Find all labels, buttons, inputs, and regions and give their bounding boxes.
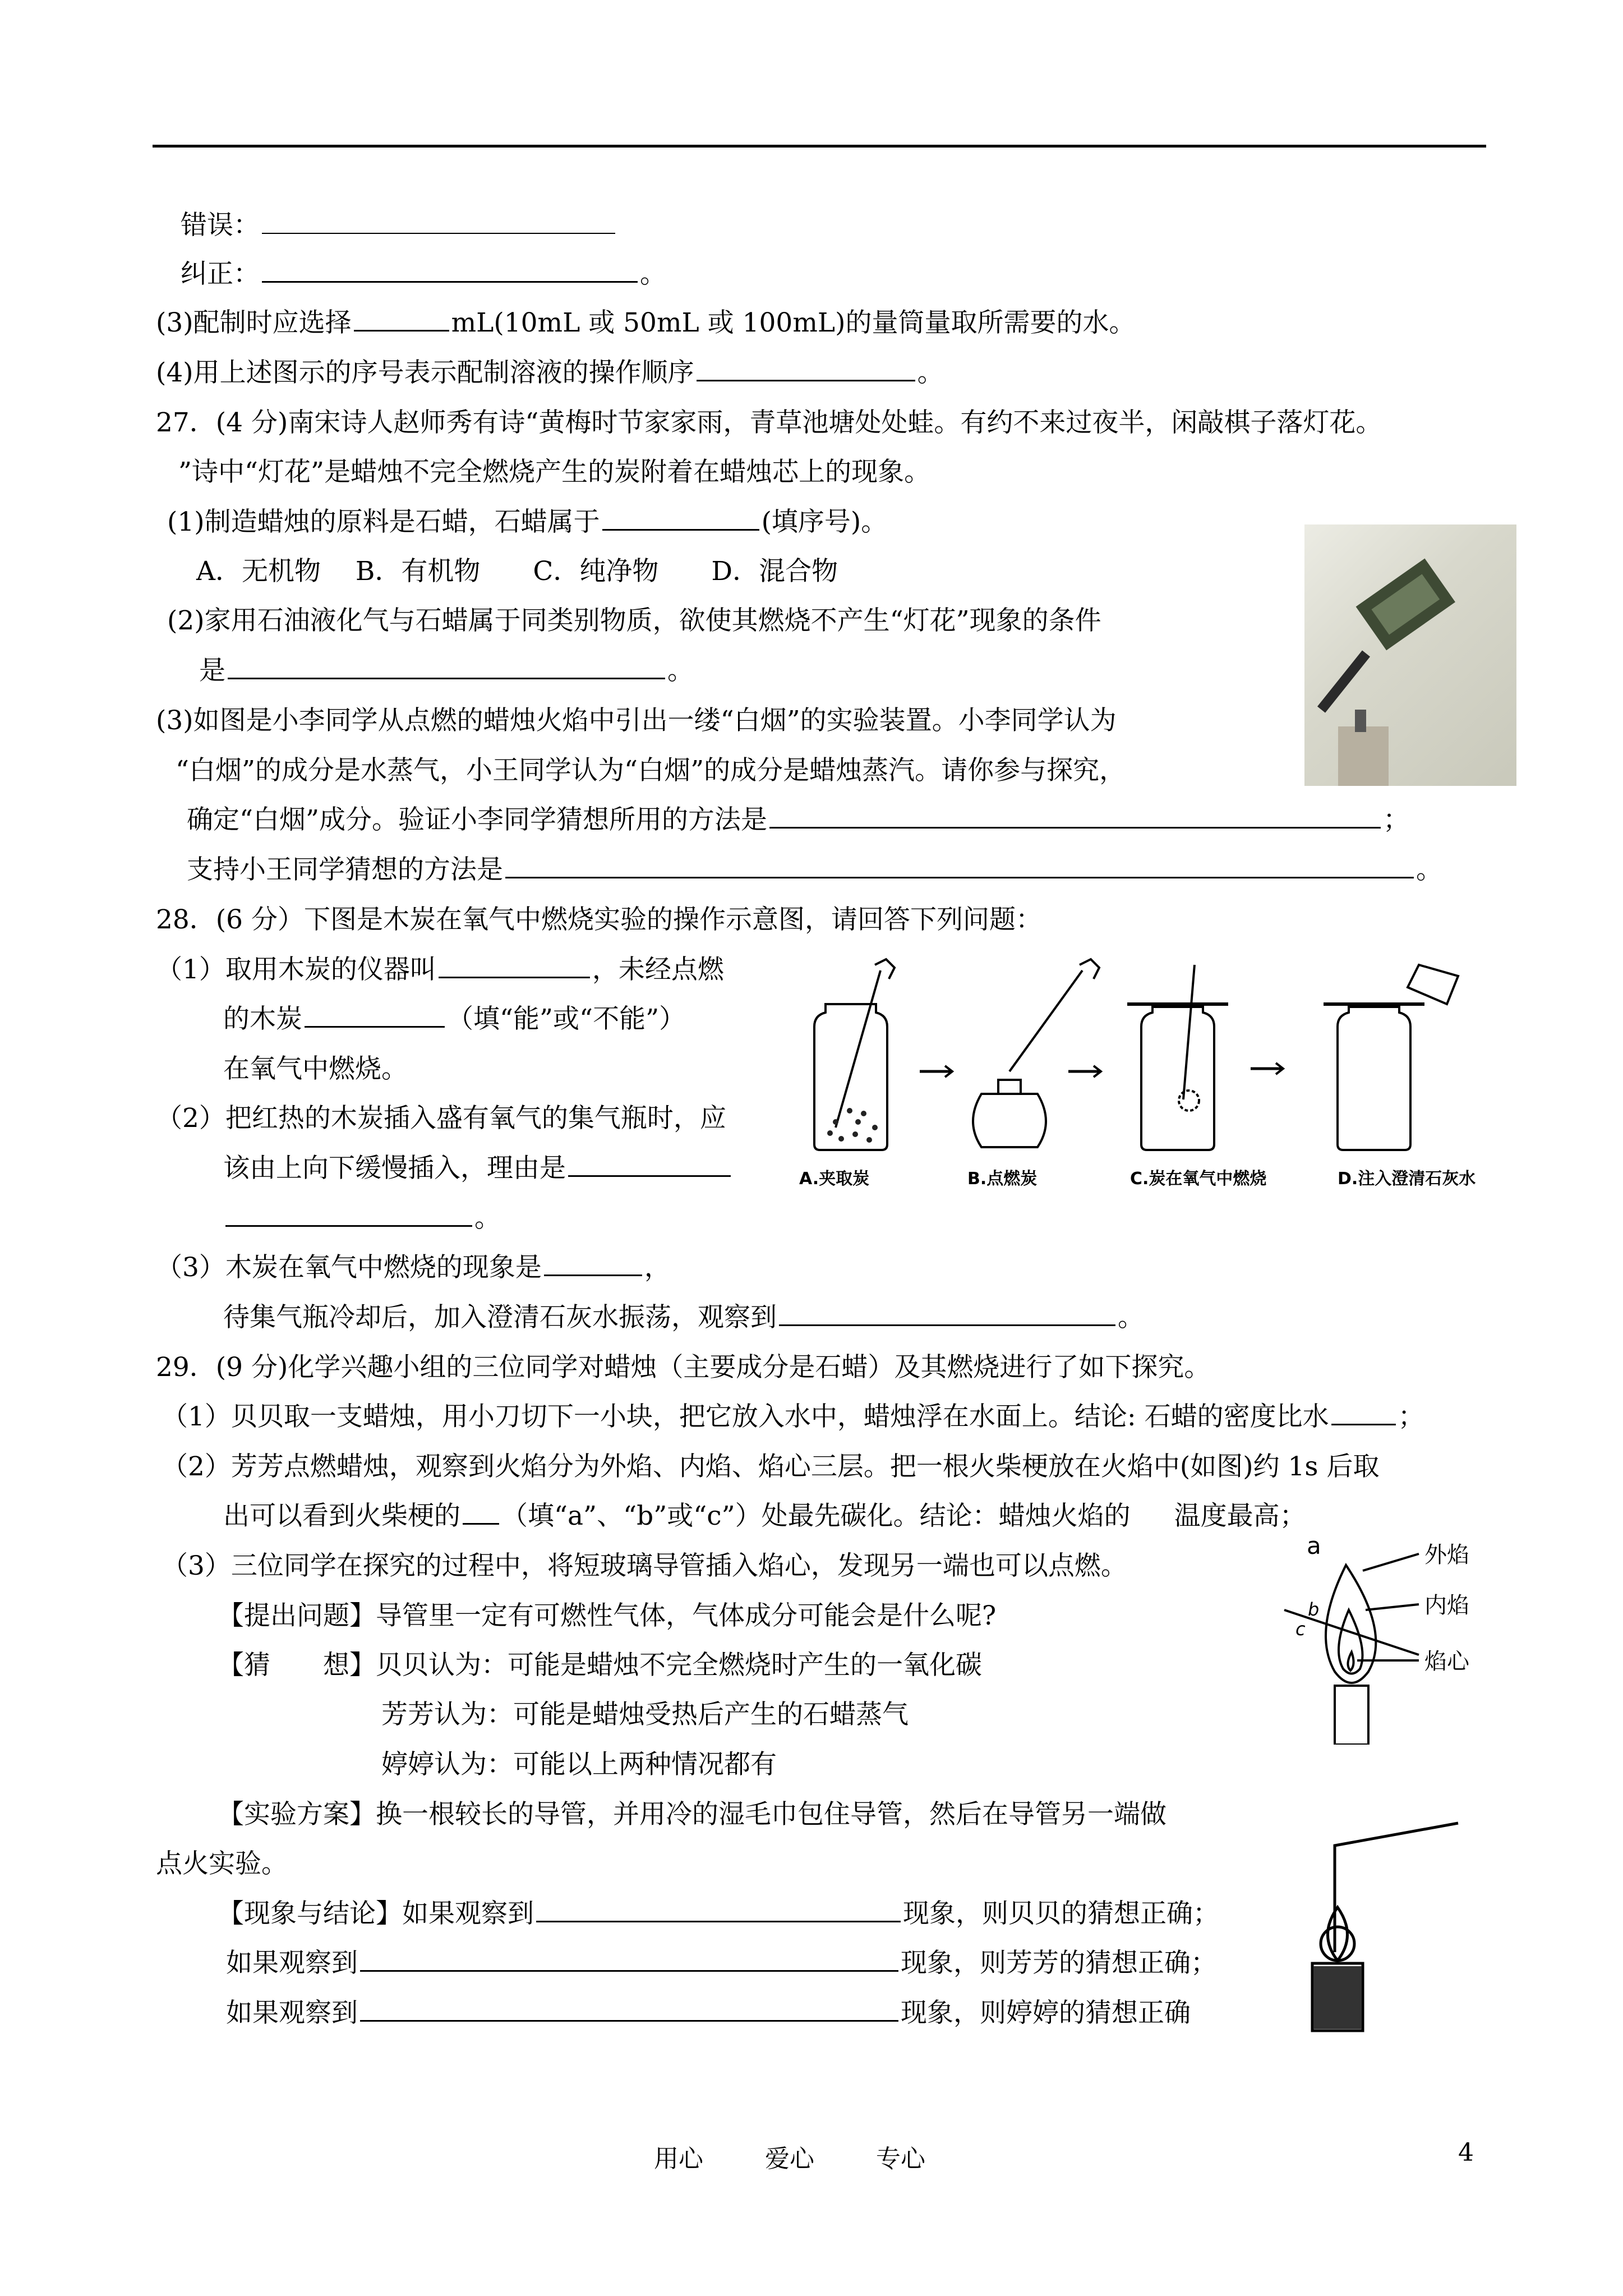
caption-a: A.夹取炭 — [799, 1169, 870, 1189]
label-inner: 内焰 — [1424, 1593, 1469, 1618]
caption-c: C.炭在氧气中燃烧 — [1130, 1169, 1267, 1189]
caption-d: D.注入澄清石灰水 — [1338, 1169, 1476, 1189]
line-q3: (3)配制时应选择 mL(10mL 或 50mL 或 100mL)的量筒量取所需要的水。 — [156, 305, 1135, 341]
q29-line-9: 婷婷认为：可能以上两种情况都有 — [381, 1749, 777, 1780]
q27-options: A．无机物 B．有机物 C．纯净物 D．混合物 — [196, 556, 838, 587]
candle-flame-figure — [1273, 1531, 1497, 1745]
caption-b: B.点燃炭 — [967, 1169, 1038, 1189]
q27-line-9: 确定“白烟”成分。验证小李同学猜想所用的方法是 ； — [187, 802, 1409, 838]
q27-line-6: 是 。 — [199, 653, 694, 689]
charcoal-experiment-figure — [802, 954, 1531, 1189]
q28-line-4: 在氧气中燃烧。 — [223, 1053, 408, 1084]
label-outer: 外焰 — [1424, 1542, 1469, 1568]
q28-line-3: 的木炭 （填“能”或“不能”） — [223, 1001, 685, 1037]
q27-line-1: 27．(4 分)南宋诗人赵师秀有诗“黄梅时节家家雨，青草池塘处处蛙。有约不来过夜半，闲敲棋子落灯花。 — [156, 407, 1382, 438]
label-b: b — [1308, 1599, 1320, 1620]
q29-line-1: 29．(9 分)化学兴趣小组的三位同学对蜡烛（主要成分是石蜡）及其燃烧进行了如下探究。 — [156, 1352, 1211, 1383]
footer-right: 专心 — [876, 2145, 925, 2173]
q29-line-4: 出可以看到火柴梗的 （填“a”、“b”或“c”）处最先碳化。结论：蜡烛火焰的 温度最高； — [223, 1498, 1306, 1534]
q29-line-5: （3）三位同学在探究的过程中，将短玻璃导管插入焰心，发现另一端也可以点燃。 — [162, 1550, 1127, 1581]
q28-line-2: （1）取用木炭的仪器叫 ，未经点燃 — [156, 952, 724, 988]
q29-line-14: 如果观察到 现象，则婷婷的猜想正确 — [226, 1995, 1191, 2031]
q29-line-13: 如果观察到 现象，则芳芳的猜想正确； — [226, 1945, 1217, 1981]
candle-tube-figure — [1290, 1812, 1486, 2036]
footer-mid: 爱心 — [765, 2145, 814, 2173]
footer-left: 用心 — [654, 2145, 703, 2173]
page-number: 4 — [1458, 2138, 1474, 2167]
q27-line-8: “白烟”的成分是水蒸气，小王同学认为“白烟”的成分是蜡烛蒸汽。请你参与探究， — [176, 755, 1126, 786]
q27-line-7: (3)如图是小李同学从点燃的蜡烛火焰中引出一缕“白烟”的实验装置。小李同学认为 — [156, 705, 1117, 736]
q27-line-5: (2)家用石油液化气与石蜡属于同类别物质，欲使其燃烧不产生“灯花”现象的条件 — [167, 605, 1101, 636]
line-q4: (4)用上述图示的序号表示配制溶液的操作顺序 。 — [156, 355, 944, 391]
q29-line-3: （2）芳芳点燃蜡烛，观察到火焰分为外焰、内焰、焰心三层。把一根火柴梗放在火焰中(如图)约 1s 后取 — [162, 1451, 1380, 1482]
label-core: 焰心 — [1424, 1649, 1469, 1674]
q28-line-7: 。 — [223, 1200, 501, 1236]
q27-line-2: ”诗中“灯花”是蜡烛不完全燃烧产生的炭附着在蜡烛芯上的现象。 — [178, 457, 931, 487]
q28-line-5: （2）把红热的木炭插入盛有氧气的集气瓶时，应 — [156, 1103, 726, 1134]
candle-smoke-photo — [1304, 524, 1516, 786]
q29-line-11: 点火实验。 — [156, 1848, 288, 1879]
q28-line-8: （3）木炭在氧气中燃烧的现象是 ， — [156, 1250, 671, 1286]
q29-line-2: （1）贝贝取一支蜡烛，用小刀切下一小块，把它放入水中，蜡烛浮在水面上。结论: 石蜡的密度比水 ； — [162, 1399, 1424, 1435]
label-a: a — [1307, 1532, 1321, 1559]
q28-line-9: 待集气瓶冷却后，加入澄清石灰水振荡，观察到 。 — [223, 1300, 1144, 1336]
q27-line-3: (1)制造蜡烛的原料是石蜡，石蜡属于 (填序号)。 — [167, 504, 887, 540]
q29-line-8: 芳芳认为：可能是蜡烛受热后产生的石蜡蒸气 — [381, 1699, 909, 1730]
q27-line-10: 支持小王同学猜想的方法是 。 — [187, 852, 1442, 888]
q29-line-12: 【现象与结论】如果观察到 现象，则贝贝的猜想正确； — [218, 1896, 1219, 1932]
q29-line-7: 【猜 想】贝贝认为：可能是蜡烛不完全燃烧时产生的一氧化碳 — [218, 1650, 982, 1681]
q28-line-1: 28．(6 分）下图是木炭在氧气中燃烧实验的操作示意图，请回答下列问题： — [156, 904, 1042, 935]
q29-line-10: 【实验方案】换一根较长的导管，并用冷的湿毛巾包住导管，然后在导管另一端做 — [218, 1799, 1166, 1830]
q28-line-6: 该由上向下缓慢插入，理由是 — [223, 1151, 733, 1186]
line-correction: 纠正： 。 — [181, 256, 666, 292]
header-rule — [153, 145, 1486, 148]
q29-line-6: 【提出问题】导管里一定有可燃性气体，气体成分可能会是什么呢? — [218, 1600, 997, 1631]
line-error: 错误： — [181, 208, 617, 243]
label-c: c — [1295, 1618, 1306, 1640]
